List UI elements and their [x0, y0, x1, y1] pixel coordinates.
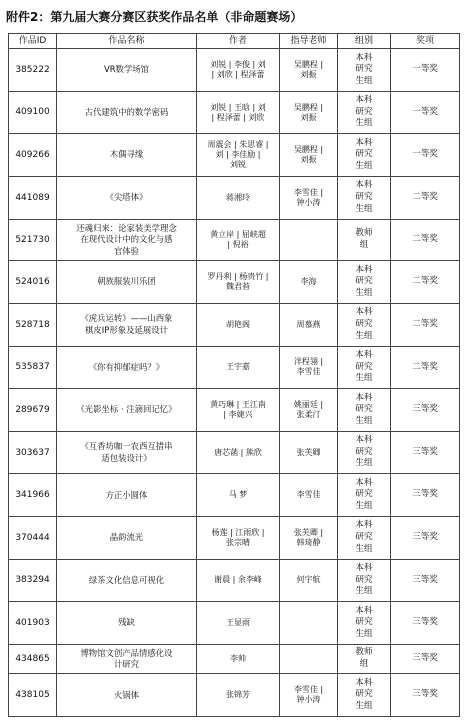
col-header-id: 作品ID [9, 34, 57, 49]
cell-authors: 马 梦 [197, 474, 280, 517]
cell-id: 409100 [9, 91, 57, 134]
table-row [9, 134, 460, 177]
cell-authors: 王宇嘉 [197, 346, 280, 389]
cell-name: 《互香坊咖一农西互措串 适包装设计》 [57, 431, 197, 474]
cell-name: 残缺 [57, 602, 197, 645]
col-header-name: 作品名称 [57, 34, 197, 49]
cell-name: 绿茶文化信息可视化 [57, 559, 197, 602]
cell-advisors: 周慕燕 [280, 303, 338, 346]
cell-advisors [280, 219, 338, 261]
cell-id: 535837 [9, 346, 57, 389]
cell-authors: 蒋湘玲 [197, 176, 280, 219]
cell-group: 教师 组 [338, 219, 391, 261]
cell-advisors: 吴鹏程 | 刘振 [280, 91, 338, 134]
table-row [9, 474, 460, 517]
cell-group: 本科 研究 生组 [338, 474, 391, 517]
cell-id: 524016 [9, 261, 57, 304]
cell-group: 教师 组 [338, 644, 391, 674]
cell-id: 383294 [9, 559, 57, 602]
cell-award: 三等奖 [391, 674, 460, 717]
cell-name: VR数学场馆 [57, 49, 197, 92]
cell-id: 289679 [9, 389, 57, 432]
cell-name: 晶韵流光 [57, 516, 197, 559]
cell-advisors: 吴鹏程 | 刘振 [280, 49, 338, 92]
cell-group: 本科 研究 生组 [338, 516, 391, 559]
cell-advisors: 李海 [280, 261, 338, 304]
cell-id: 370444 [9, 516, 57, 559]
cell-group: 本科 研究 生组 [338, 602, 391, 645]
header-row [9, 34, 460, 49]
cell-id: 385222 [9, 49, 57, 92]
cell-name: 还魂归来：论家装美学理念 在现代设计中的文化与感 官体验 [57, 219, 197, 261]
cell-award: 三等奖 [391, 559, 460, 602]
cell-authors: 刘锐 | 李俊 | 刘 | 刘欣 | 程泽蕾 [197, 49, 280, 92]
cell-name: 《虎兵运转》——山西象 棋皮IP形象及延展设计 [57, 303, 197, 346]
cell-id: 303637 [9, 431, 57, 474]
table-row [9, 346, 460, 389]
cell-authors: 李帅 [197, 644, 280, 674]
cell-advisors: 李雪佳 [280, 474, 338, 517]
cell-award: 一等奖 [391, 91, 460, 134]
cell-authors: 谢晨 | 余李峰 [197, 559, 280, 602]
cell-advisors: 张芙卿 | 韩琦静 [280, 516, 338, 559]
cell-authors: 唐芯菡 | 熊欣 [197, 431, 280, 474]
col-header-advisors: 指导老师 [280, 34, 338, 49]
cell-advisors: 李雪佳 | 钟小涛 [280, 674, 338, 717]
cell-authors: 胡艳阁 [197, 303, 280, 346]
cell-name: 古代建筑中的数学密码 [57, 91, 197, 134]
cell-name: 木偶寻缘 [57, 134, 197, 177]
table-row [9, 91, 460, 134]
table-row [9, 602, 460, 645]
cell-advisors: 张芙卿 [280, 431, 338, 474]
cell-id: 528718 [9, 303, 57, 346]
table-row [9, 644, 460, 674]
cell-award: 三等奖 [391, 516, 460, 559]
cell-advisors: 洋程翎 | 李雪佳 [280, 346, 338, 389]
cell-authors: 周震会 | 朱思睿 | 刘 | 李佳励 | 刘锐 [197, 134, 280, 177]
cell-award: 二等奖 [391, 176, 460, 219]
table-row [9, 49, 460, 92]
cell-id: 401903 [9, 602, 57, 645]
cell-award: 二等奖 [391, 219, 460, 261]
cell-award: 三等奖 [391, 602, 460, 645]
cell-authors: 张锦芳 [197, 674, 280, 717]
table-row [9, 674, 460, 717]
table-row [9, 559, 460, 602]
cell-name: 《尖塔体》 [57, 176, 197, 219]
cell-authors: 刘锐 | 王晗 | 刘 | 程泽蕾 | 刘欣 [197, 91, 280, 134]
cell-advisors: 吴鹏程 | 刘振 [280, 134, 338, 177]
col-header-group: 组别 [338, 34, 391, 49]
document-heading: 附件2：第九届大赛分赛区获奖作品名单（非命题赛场） [6, 10, 303, 24]
cell-group: 本科 研究 生组 [338, 674, 391, 717]
cell-advisors: 何宇航 [280, 559, 338, 602]
cell-group: 本科 研究 生组 [338, 346, 391, 389]
table-row [9, 389, 460, 432]
cell-id: 441089 [9, 176, 57, 219]
cell-authors: 黄立岸 | 屈峡超 | 倪裕 [197, 219, 280, 261]
table-row [9, 261, 460, 304]
cell-award: 三等奖 [391, 389, 460, 432]
cell-name: 火锅体 [57, 674, 197, 717]
cell-group: 本科 研究 生组 [338, 261, 391, 304]
cell-group: 本科 研究 生组 [338, 559, 391, 602]
cell-authors: 杨莲 | 江雨欣 | 张宗晴 [197, 516, 280, 559]
table-row [9, 303, 460, 346]
cell-group: 本科 研究 生组 [338, 431, 391, 474]
cell-id: 434865 [9, 644, 57, 674]
cell-id: 438105 [9, 674, 57, 717]
cell-group: 本科 研究 生组 [338, 91, 391, 134]
cell-name: 朝族服装川乐团 [57, 261, 197, 304]
cell-group: 本科 研究 生组 [338, 389, 391, 432]
cell-authors: 罗丹利 | 杨贵竹 | 魏君苔 [197, 261, 280, 304]
cell-name: 《你有抑郁症吗？》 [57, 346, 197, 389]
cell-group: 本科 研究 生组 [338, 49, 391, 92]
table-row [9, 516, 460, 559]
cell-award: 二等奖 [391, 303, 460, 346]
cell-group: 本科 研究 生组 [338, 303, 391, 346]
cell-award: 二等奖 [391, 346, 460, 389]
cell-id: 341966 [9, 474, 57, 517]
cell-award: 三等奖 [391, 431, 460, 474]
cell-award: 二等奖 [391, 261, 460, 304]
cell-group: 本科 研究 生组 [338, 134, 391, 177]
cell-authors: 黄巧琳 | 王江南 | 李婕兴 [197, 389, 280, 432]
cell-advisors [280, 644, 338, 674]
awards-table [8, 33, 460, 717]
col-header-award: 奖项 [391, 34, 460, 49]
cell-award: 一等奖 [391, 49, 460, 92]
cell-name: 《光影坐标 · 注滴回记忆》 [57, 389, 197, 432]
cell-advisors: 李雪佳 | 钟小涛 [280, 176, 338, 219]
col-header-authors: 作者 [197, 34, 280, 49]
table-row [9, 431, 460, 474]
cell-name: 博物馆文创产品情感化设 计研究 [57, 644, 197, 674]
cell-name: 方正小圆体 [57, 474, 197, 517]
cell-award: 一等奖 [391, 134, 460, 177]
table-row [9, 176, 460, 219]
cell-id: 521730 [9, 219, 57, 261]
cell-authors: 王显雨 [197, 602, 280, 645]
cell-id: 409266 [9, 134, 57, 177]
cell-group: 本科 研究 生组 [338, 176, 391, 219]
table-row [9, 219, 460, 261]
cell-award: 三等奖 [391, 474, 460, 517]
cell-award: 三等奖 [391, 644, 460, 674]
cell-advisors [280, 602, 338, 645]
cell-advisors: 姚丽廷 | 张柔汀 [280, 389, 338, 432]
